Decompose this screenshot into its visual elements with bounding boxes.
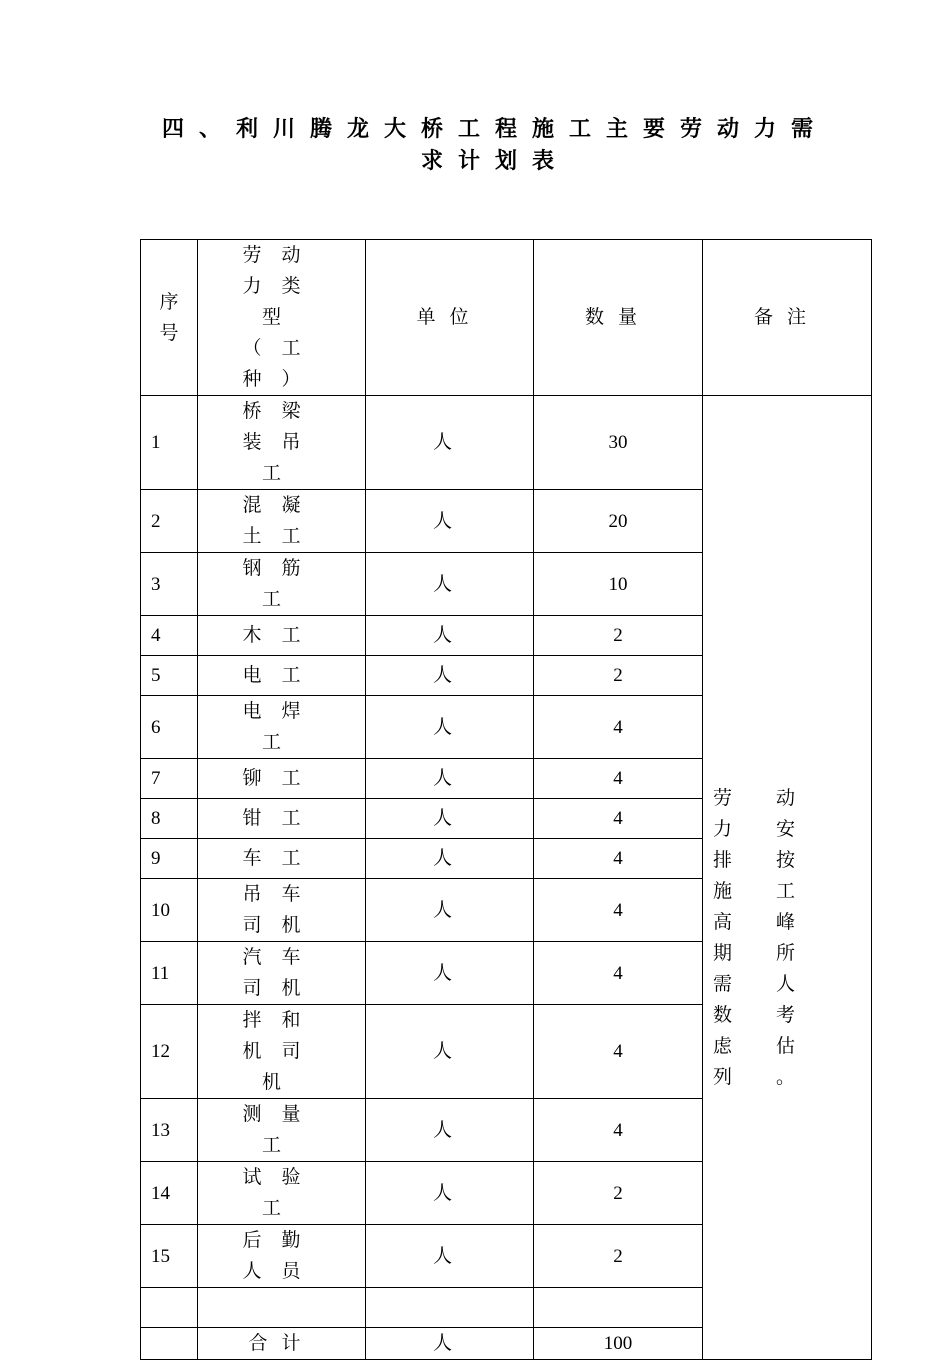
row-unit: 人	[366, 656, 534, 696]
row-qty: 4	[534, 1005, 703, 1099]
row-type: 混凝土工	[198, 490, 366, 553]
row-type: 木工	[198, 616, 366, 656]
total-label: 合计	[198, 1328, 366, 1360]
empty-cell	[198, 1288, 366, 1328]
empty-cell	[141, 1288, 198, 1328]
row-qty: 2	[534, 1225, 703, 1288]
row-seq: 11	[141, 942, 198, 1005]
header-type: 劳动力类型（工种）	[198, 240, 366, 396]
row-qty: 4	[534, 696, 703, 759]
row-unit: 人	[366, 839, 534, 879]
row-seq: 3	[141, 553, 198, 616]
row-qty: 4	[534, 1099, 703, 1162]
header-qty: 数量	[534, 240, 703, 396]
header-remark: 备注	[703, 240, 872, 396]
row-type: 吊车司机	[198, 879, 366, 942]
row-unit: 人	[366, 1225, 534, 1288]
total-qty: 100	[534, 1328, 703, 1360]
row-unit: 人	[366, 1005, 534, 1099]
row-unit: 人	[366, 942, 534, 1005]
row-unit: 人	[366, 759, 534, 799]
table-row	[141, 396, 872, 490]
row-unit: 人	[366, 616, 534, 656]
row-seq: 8	[141, 799, 198, 839]
row-seq: 12	[141, 1005, 198, 1099]
empty-cell	[534, 1288, 703, 1328]
row-qty: 4	[534, 839, 703, 879]
row-type: 试验工	[198, 1162, 366, 1225]
row-seq: 5	[141, 656, 198, 696]
row-type: 车工	[198, 839, 366, 879]
row-seq: 7	[141, 759, 198, 799]
header-seq: 序号	[141, 240, 198, 396]
row-unit: 人	[366, 396, 534, 490]
row-qty: 4	[534, 942, 703, 1005]
page-title: 四、利川腾龙大桥工程施工主要劳动力需求计划表	[161, 117, 828, 174]
row-qty: 2	[534, 616, 703, 656]
row-seq: 10	[141, 879, 198, 942]
row-qty: 30	[534, 396, 703, 490]
total-unit: 人	[366, 1328, 534, 1360]
row-qty: 2	[534, 656, 703, 696]
row-qty: 4	[534, 879, 703, 942]
row-seq: 6	[141, 696, 198, 759]
row-qty: 20	[534, 490, 703, 553]
row-type: 汽车司机	[198, 942, 366, 1005]
row-qty: 4	[534, 759, 703, 799]
row-type: 钢筋工	[198, 553, 366, 616]
empty-cell	[366, 1288, 534, 1328]
row-unit: 人	[366, 799, 534, 839]
row-seq: 1	[141, 396, 198, 490]
remarks-text: 劳动力安排按施工高峰期所需人数考虑估列。	[713, 786, 840, 1088]
row-type: 电焊工	[198, 696, 366, 759]
row-unit: 人	[366, 553, 534, 616]
row-seq: 9	[141, 839, 198, 879]
row-unit: 人	[366, 490, 534, 553]
labor-demand-table	[140, 239, 872, 1360]
row-seq: 2	[141, 490, 198, 553]
row-type: 测量工	[198, 1099, 366, 1162]
row-seq: 14	[141, 1162, 198, 1225]
header-row	[141, 240, 872, 396]
row-qty: 2	[534, 1162, 703, 1225]
header-unit: 单位	[366, 240, 534, 396]
row-unit: 人	[366, 696, 534, 759]
row-type: 后勤人员	[198, 1225, 366, 1288]
row-seq: 15	[141, 1225, 198, 1288]
row-unit: 人	[366, 1162, 534, 1225]
row-seq: 4	[141, 616, 198, 656]
remarks-cell	[703, 396, 872, 1360]
row-qty: 4	[534, 799, 703, 839]
row-unit: 人	[366, 879, 534, 942]
row-type: 拌和机司机	[198, 1005, 366, 1099]
row-seq: 13	[141, 1099, 198, 1162]
row-type: 桥梁装吊工	[198, 396, 366, 490]
row-type: 钳工	[198, 799, 366, 839]
row-unit: 人	[366, 1099, 534, 1162]
row-type: 电工	[198, 656, 366, 696]
row-qty: 10	[534, 553, 703, 616]
row-type: 铆工	[198, 759, 366, 799]
